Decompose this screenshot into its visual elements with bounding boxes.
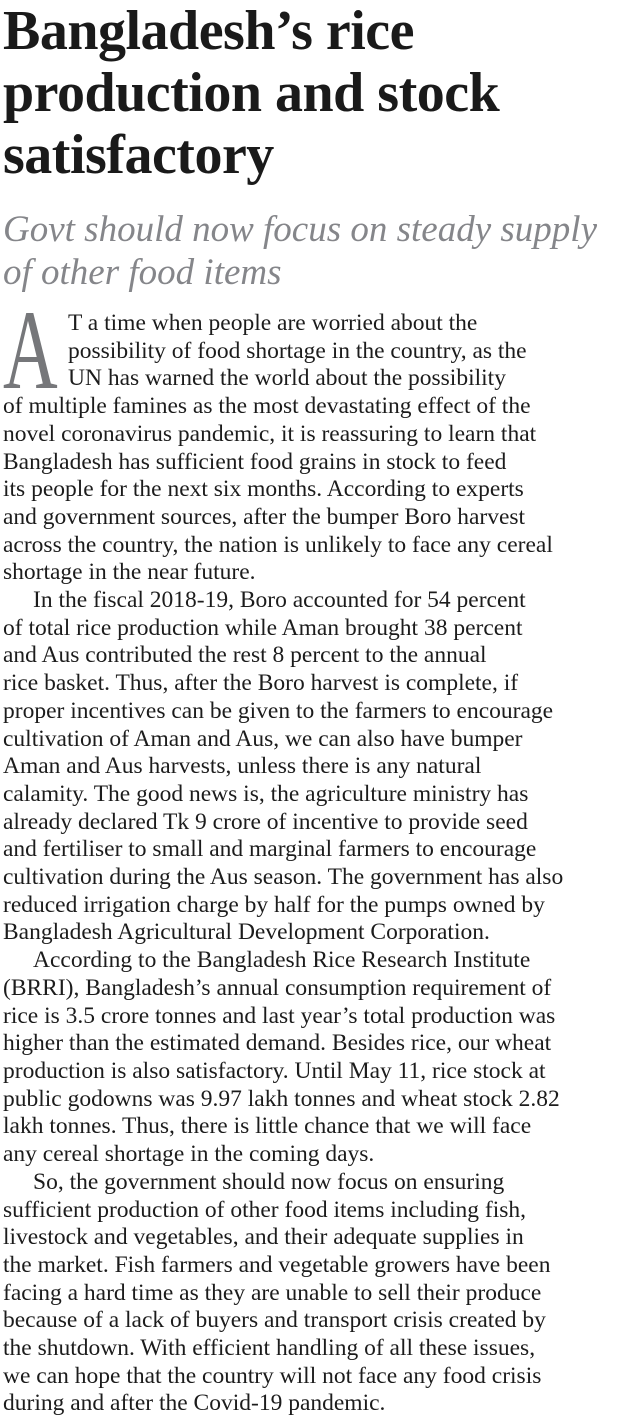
text-line: public godowns was 9.97 lakh tonnes and wheat stock 2.82 <box>3 1085 560 1112</box>
text-line: Aman and Aus harvests, unless there is any natural <box>3 753 482 780</box>
text-line: According to the Bangladesh Rice Research Institute <box>33 947 531 974</box>
text-line: rice is 3.5 crore tonnes and last year’s total production was <box>3 1002 556 1029</box>
paragraph <box>3 947 627 1169</box>
page-title: Bangladesh’s rice production and stock satisfactory <box>3 0 500 186</box>
article-body <box>3 288 627 1418</box>
text-line: across the country, the nation is unlikely to face any cereal <box>3 531 553 558</box>
text-line: novel coronavirus pandemic, it is reassuring to learn that <box>3 420 537 447</box>
text-line: cultivation of Aman and Aus, we can also have bumper <box>3 725 523 752</box>
text-line: Bangladesh Agricultural Development Corporation. <box>3 919 490 946</box>
editorial-article <box>3 0 627 1418</box>
text-line: rice basket. Thus, after the Boro harvest is complete, if <box>3 670 519 697</box>
text-line: and Aus contributed the rest 8 percent to the annual <box>3 642 487 669</box>
text-line: production is also satisfactory. Until May 11, rice stock at <box>3 1057 546 1084</box>
text-line: lakh tonnes. Thus, there is little chance that we will face <box>3 1113 532 1140</box>
text-line: and fertiliser to small and marginal farmers to encourage <box>3 836 537 863</box>
paragraph <box>3 587 627 947</box>
text-line: sufficient production of other food items including fish, <box>3 1196 527 1223</box>
text-line: of total rice production while Aman brought 38 percent <box>3 614 523 641</box>
text-line: facing a hard time as they are unable to sell their produce <box>3 1279 542 1306</box>
text-line: cultivation during the Aus season. The government has also <box>3 864 564 891</box>
text-line: during and after the Covid-19 pandemic. <box>3 1390 386 1417</box>
text-line: (BRRI), Bangladesh’s annual consumption requirement of <box>3 974 552 1001</box>
text-line: and government sources, after the bumper Boro harvest <box>3 503 526 530</box>
text-line: In the fiscal 2018-19, Boro accounted for 54 percent <box>33 587 526 614</box>
article-subtitle: Govt should now focus on steady supply of other food items <box>3 209 598 293</box>
text-line: livestock and vegetables, and their adequate supplies in <box>3 1224 524 1251</box>
text-line: because of a lack of buyers and transport crisis created by <box>3 1307 546 1334</box>
text-line: already declared Tk 9 crore of incentive to provide seed <box>3 808 528 835</box>
text-line: the shutdown. With efficient handling of all these issues, <box>3 1335 536 1362</box>
text-line: we can hope that the country will not face any food crisis <box>3 1362 542 1389</box>
text-line: higher than the estimated demand. Besides rice, our wheat <box>3 1030 552 1057</box>
text-line: shortage in the near future. <box>3 559 256 586</box>
text-line: possibility of food shortage in the country, as the <box>68 337 527 364</box>
paragraph <box>3 1169 627 1418</box>
text-line: any cereal shortage in the coming days. <box>3 1141 375 1168</box>
text-line: Bangladesh has sufficient food grains in stock to feed <box>3 448 507 475</box>
text-line: calamity. The good news is, the agriculture ministry has <box>3 780 529 807</box>
text-line: reduced irrigation charge by half for the pumps owned by <box>3 891 545 918</box>
text-line: UN has warned the world about the possibility <box>68 365 506 392</box>
text-line: its people for the next six months. According to experts <box>3 476 524 503</box>
text-line: the market. Fish farmers and vegetable growers have been <box>3 1251 551 1278</box>
text-line: of multiple famines as the most devastating effect of the <box>3 393 531 420</box>
text-line: proper incentives can be given to the farmers to encourage <box>3 697 554 724</box>
text-line: T a time when people are worried about the <box>68 310 478 336</box>
drop-cap <box>3 288 60 413</box>
paragraph <box>3 288 627 587</box>
drop-cap-letter: A <box>3 288 58 413</box>
text-line: So, the government should now focus on ensuring <box>33 1168 505 1195</box>
